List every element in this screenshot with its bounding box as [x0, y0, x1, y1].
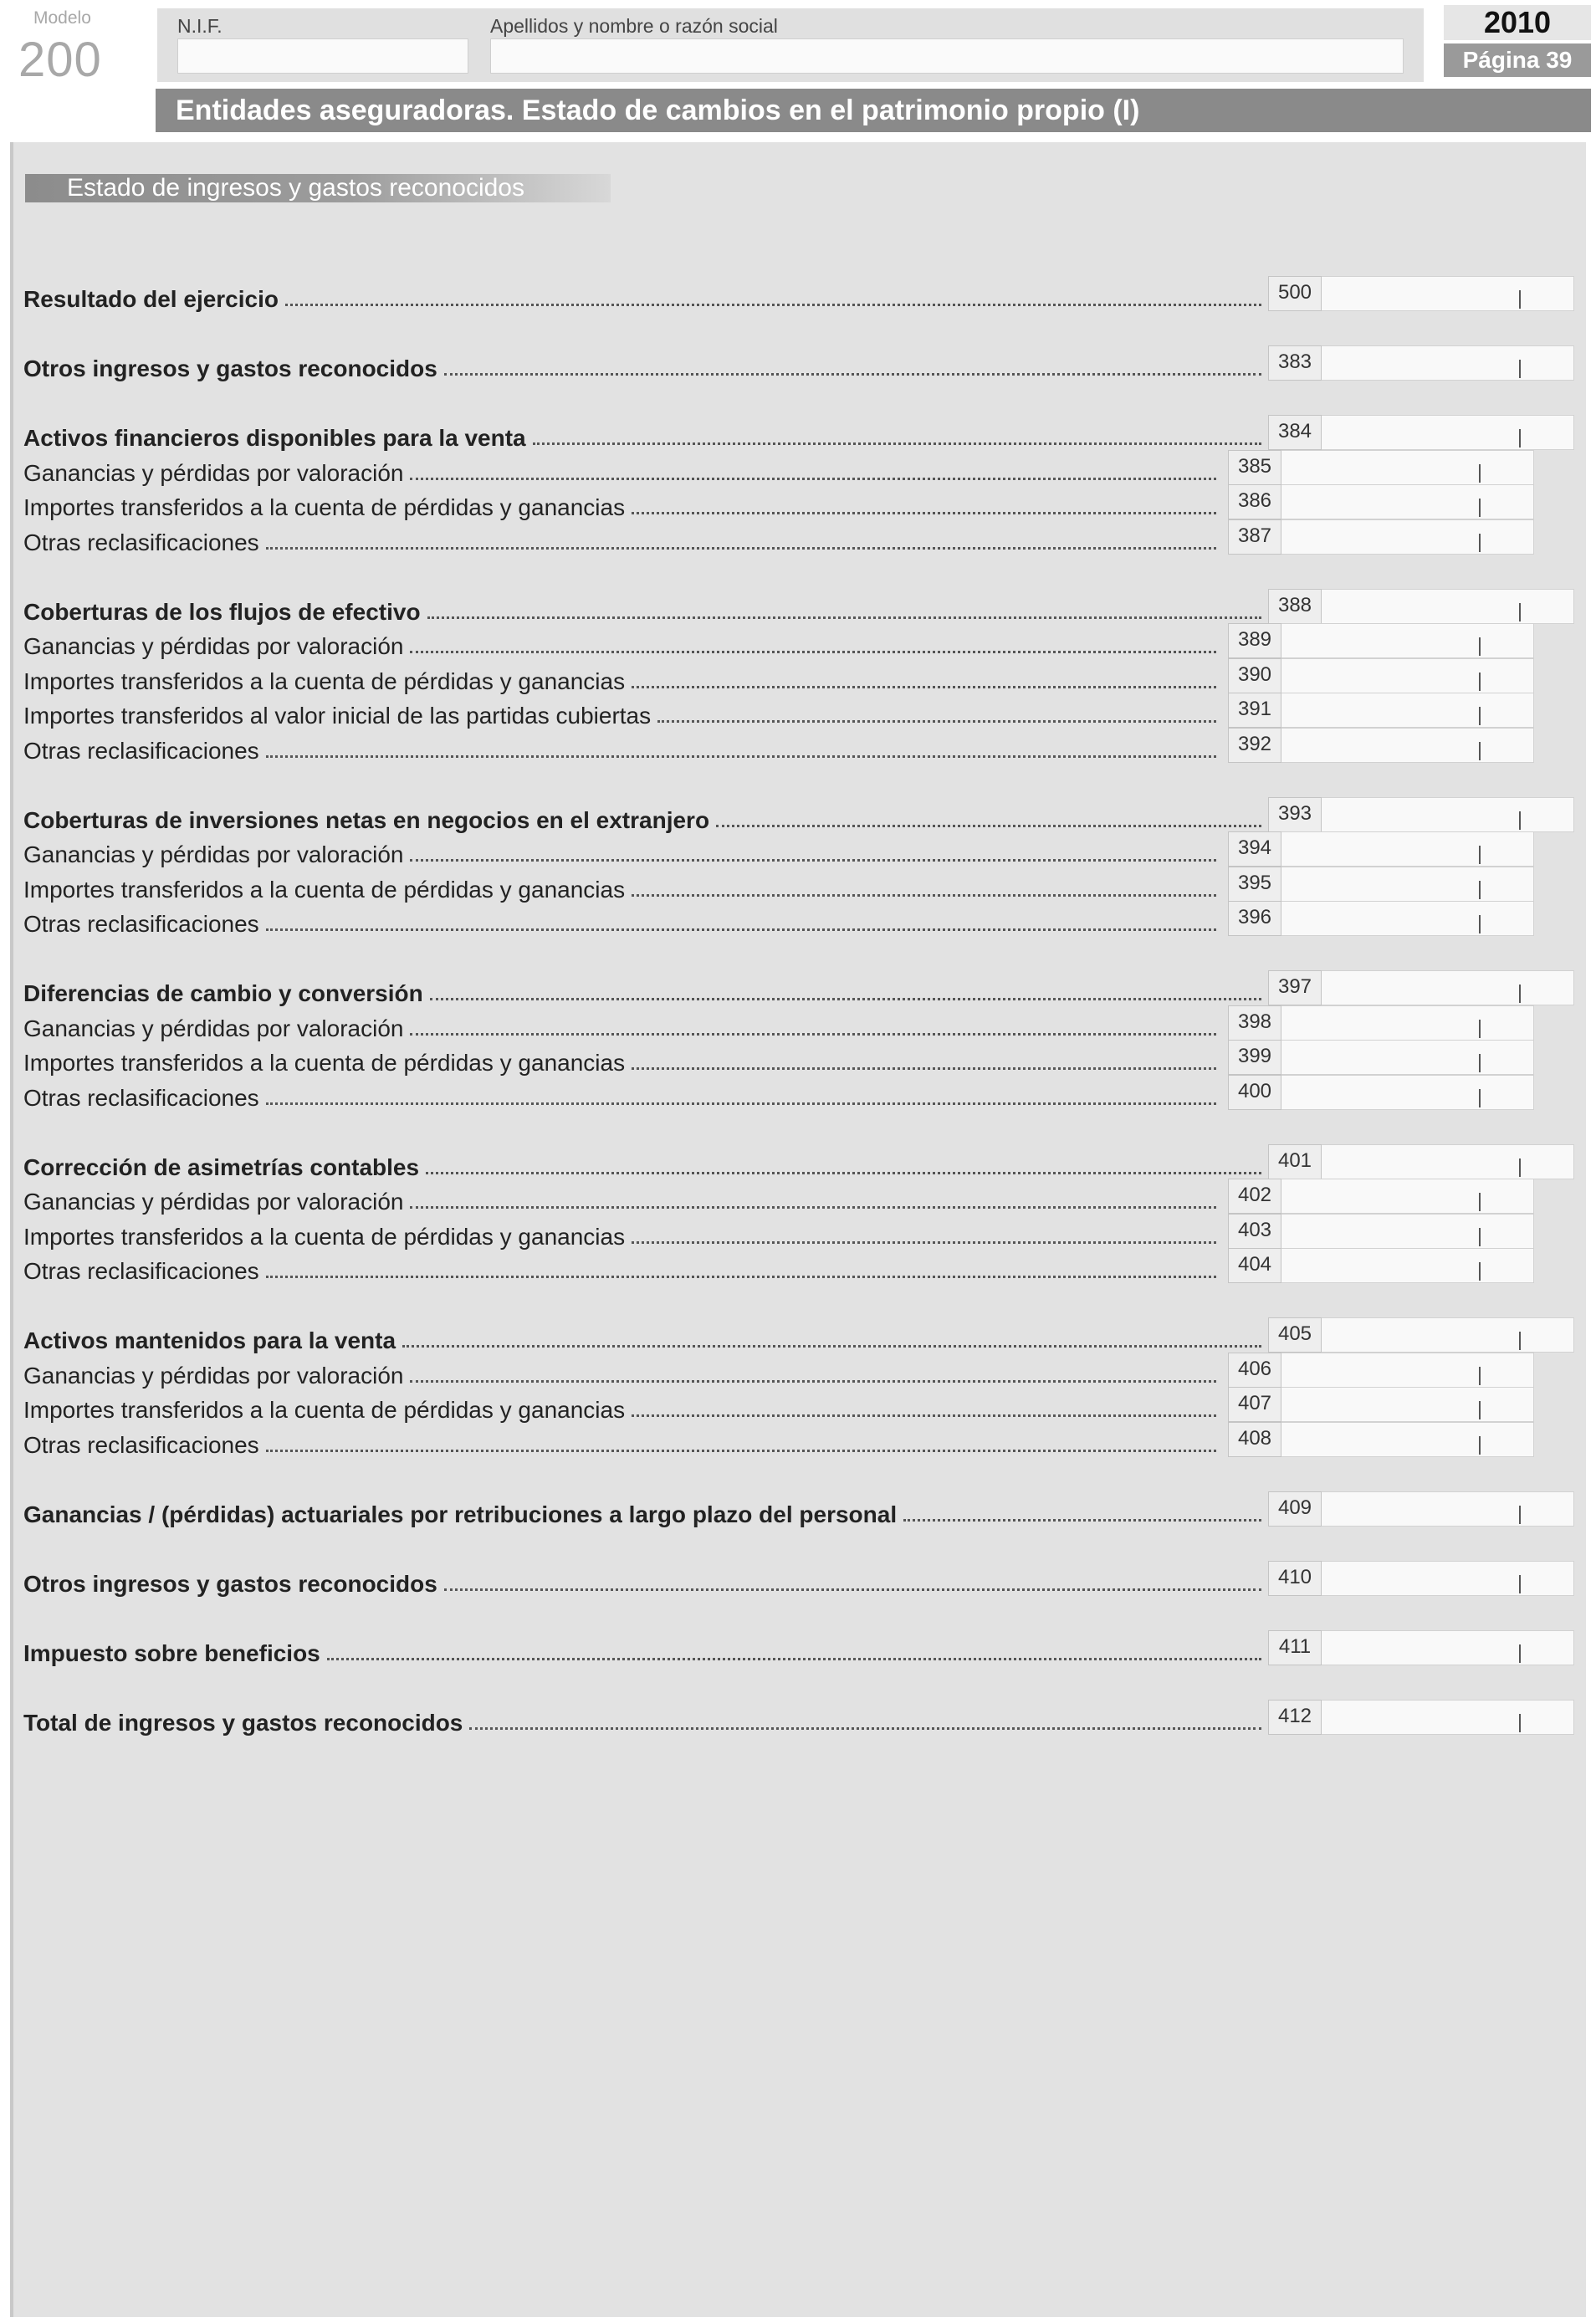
form-row — [23, 1322, 1265, 1358]
amount-input[interactable] — [1281, 867, 1534, 902]
box-code: 398 — [1228, 1005, 1281, 1041]
box-code: 411 — [1268, 1630, 1322, 1665]
dot-leader — [266, 1276, 1216, 1278]
amount-input[interactable] — [1281, 1248, 1534, 1283]
dot-leader — [266, 547, 1216, 550]
decimal-separator-mark — [1519, 429, 1521, 448]
form-row — [23, 350, 1265, 386]
modelo-block — [18, 8, 152, 88]
amount-input[interactable] — [1281, 1387, 1534, 1422]
box-code: 399 — [1228, 1040, 1281, 1075]
amount-input[interactable] — [1281, 1075, 1534, 1110]
amount-field — [1268, 970, 1574, 1005]
amount-field — [1268, 276, 1574, 311]
nif-label: N.I.F. — [177, 15, 223, 37]
amount-input[interactable] — [1281, 831, 1534, 867]
identification-box — [157, 8, 1424, 82]
decimal-separator-mark — [1519, 1575, 1521, 1593]
box-code: 393 — [1268, 797, 1322, 832]
decimal-separator-mark — [1479, 499, 1481, 517]
decimal-separator-mark — [1479, 673, 1481, 691]
amount-field — [1268, 1630, 1574, 1665]
amount-field — [1228, 623, 1534, 658]
amount-input[interactable] — [1322, 797, 1574, 832]
box-code: 409 — [1268, 1491, 1322, 1527]
form-row — [23, 1705, 1265, 1740]
amount-input[interactable] — [1322, 276, 1574, 311]
decimal-separator-mark — [1519, 811, 1521, 830]
dot-leader — [632, 512, 1216, 514]
modelo-label: Modelo — [33, 8, 91, 28]
row-label: Importes transferidos a la cuenta de pérdidas y ganancias — [23, 668, 626, 694]
dot-leader — [410, 859, 1216, 862]
amount-input[interactable] — [1281, 450, 1534, 485]
amount-input[interactable] — [1322, 1144, 1574, 1179]
row-label: Otras reclasificaciones — [23, 529, 259, 555]
amount-input[interactable] — [1281, 728, 1534, 763]
box-code: 394 — [1228, 831, 1281, 867]
amount-input[interactable] — [1281, 484, 1534, 519]
box-code: 412 — [1268, 1700, 1322, 1735]
decimal-separator-mark — [1479, 1193, 1481, 1211]
row-label: Importes transferidos al valor inicial de las partidas cubiertas — [23, 703, 652, 729]
amount-field — [1268, 589, 1574, 624]
dot-leader — [410, 1033, 1216, 1036]
row-label: Coberturas de inversiones netas en negocios en el extranjero — [23, 807, 710, 833]
box-code: 404 — [1228, 1248, 1281, 1283]
decimal-separator-mark — [1519, 1506, 1521, 1524]
decimal-separator-mark — [1519, 290, 1521, 309]
form-row — [23, 1010, 1220, 1046]
decimal-separator-mark — [1479, 637, 1481, 656]
decimal-separator-mark — [1519, 603, 1521, 621]
row-label: Otros ingresos y gastos reconocidos — [23, 1571, 437, 1597]
dot-leader — [632, 686, 1216, 688]
form-row — [23, 1219, 1220, 1254]
row-label: Otras reclasificaciones — [23, 738, 259, 764]
decimal-separator-mark — [1479, 881, 1481, 899]
box-code: 390 — [1228, 658, 1281, 693]
section-title: Estado de ingresos y gastos reconocidos — [25, 174, 611, 202]
decimal-separator-mark — [1519, 1644, 1521, 1663]
box-code: 391 — [1228, 693, 1281, 728]
decimal-separator-mark — [1479, 1228, 1481, 1246]
dot-leader — [402, 1345, 1261, 1348]
box-code: 397 — [1268, 970, 1322, 1005]
decimal-separator-mark — [1479, 742, 1481, 760]
amount-field — [1228, 1353, 1534, 1388]
page-title: Entidades aseguradoras. Estado de cambios en el patrimonio propio (I) — [156, 89, 1591, 132]
decimal-separator-mark — [1479, 915, 1481, 933]
amount-input[interactable] — [1322, 415, 1574, 450]
name-field[interactable] — [490, 38, 1404, 74]
box-code: 387 — [1228, 519, 1281, 555]
row-label: Ganancias y pérdidas por valoración — [23, 1015, 404, 1041]
box-code: 388 — [1268, 589, 1322, 624]
form-row — [23, 663, 1220, 698]
decimal-separator-mark — [1479, 1262, 1481, 1281]
form-row — [23, 1635, 1265, 1670]
row-label: Activos mantenidos para la venta — [23, 1327, 396, 1353]
amount-input[interactable] — [1322, 1700, 1574, 1735]
row-label: Importes transferidos a la cuenta de pérdidas y ganancias — [23, 877, 626, 903]
form-row — [23, 872, 1220, 907]
nif-field[interactable] — [177, 38, 468, 74]
modelo-number: 200 — [18, 33, 102, 87]
row-label: Impuesto sobre beneficios — [23, 1640, 320, 1666]
amount-field — [1268, 1144, 1574, 1179]
amount-input[interactable] — [1322, 1630, 1574, 1665]
decimal-separator-mark — [1479, 1020, 1481, 1038]
form-row — [23, 836, 1220, 872]
decimal-separator-mark — [1479, 707, 1481, 725]
dot-leader — [285, 304, 1261, 306]
page-badge: Página 39 — [1444, 43, 1591, 77]
box-code: 410 — [1268, 1561, 1322, 1596]
amount-input[interactable] — [1281, 1040, 1534, 1075]
form-row — [23, 594, 1265, 629]
amount-field — [1268, 1700, 1574, 1735]
form-row — [23, 1184, 1220, 1219]
row-label: Diferencias de cambio y conversión — [23, 980, 423, 1006]
box-code: 402 — [1228, 1179, 1281, 1214]
form-row — [23, 1566, 1265, 1601]
amount-input[interactable] — [1281, 1353, 1534, 1388]
row-label: Resultado del ejercicio — [23, 286, 279, 312]
decimal-separator-mark — [1519, 1714, 1521, 1732]
dot-leader — [632, 1067, 1216, 1070]
dot-leader — [444, 373, 1261, 376]
decimal-separator-mark — [1479, 534, 1481, 552]
amount-input[interactable] — [1281, 658, 1534, 693]
amount-field — [1228, 1040, 1534, 1075]
form-row — [23, 524, 1220, 560]
form-row — [23, 628, 1220, 663]
amount-field — [1228, 831, 1534, 867]
row-label: Coberturas de los flujos de efectivo — [23, 599, 421, 625]
amount-field — [1228, 658, 1534, 693]
dot-leader — [410, 1206, 1216, 1209]
amount-field — [1268, 797, 1574, 832]
form-row — [23, 455, 1220, 490]
dot-leader — [533, 442, 1261, 445]
amount-field — [1268, 345, 1574, 381]
row-label: Importes transferidos a la cuenta de pérdidas y ganancias — [23, 1397, 626, 1423]
box-code: 500 — [1268, 276, 1322, 311]
amount-field — [1228, 450, 1534, 485]
dot-leader — [657, 720, 1216, 723]
form-row — [23, 906, 1220, 941]
amount-input[interactable] — [1281, 1005, 1534, 1041]
row-label: Ganancias y pérdidas por valoración — [23, 1363, 404, 1389]
row-label: Corrección de asimetrías contables — [23, 1154, 420, 1180]
form-row — [23, 733, 1220, 768]
decimal-separator-mark — [1479, 846, 1481, 864]
amount-input[interactable] — [1322, 1561, 1574, 1596]
form-row — [23, 1496, 1265, 1532]
amount-field — [1228, 1005, 1534, 1041]
box-code: 408 — [1228, 1422, 1281, 1457]
box-code: 389 — [1228, 623, 1281, 658]
amount-field — [1268, 1491, 1574, 1527]
form-row — [23, 975, 1265, 1010]
amount-input[interactable] — [1281, 519, 1534, 555]
amount-field — [1228, 519, 1534, 555]
box-code: 385 — [1228, 450, 1281, 485]
dot-leader — [410, 651, 1216, 653]
form-row — [23, 1080, 1220, 1115]
dot-leader — [410, 1380, 1216, 1383]
name-label: Apellidos y nombre o razón social — [490, 15, 778, 37]
dot-leader — [632, 1241, 1216, 1244]
amount-field — [1228, 1248, 1534, 1283]
decimal-separator-mark — [1479, 1054, 1481, 1072]
box-code: 383 — [1268, 345, 1322, 381]
form-row — [23, 1427, 1220, 1462]
amount-input[interactable] — [1281, 1179, 1534, 1214]
amount-field — [1228, 728, 1534, 763]
form-row — [23, 1253, 1220, 1288]
decimal-separator-mark — [1519, 360, 1521, 378]
form-row — [23, 420, 1265, 455]
row-label: Importes transferidos a la cuenta de pérdidas y ganancias — [23, 1224, 626, 1250]
amount-field — [1228, 1075, 1534, 1110]
row-label: Ganancias y pérdidas por valoración — [23, 841, 404, 867]
decimal-separator-mark — [1479, 464, 1481, 483]
form-row — [23, 1045, 1220, 1080]
box-code: 405 — [1268, 1317, 1322, 1353]
row-label: Otros ingresos y gastos reconocidos — [23, 355, 437, 381]
amount-input[interactable] — [1281, 901, 1534, 936]
amount-input[interactable] — [1322, 589, 1574, 624]
year-badge: 2010 — [1444, 5, 1591, 40]
box-code: 406 — [1228, 1353, 1281, 1388]
form-row — [23, 802, 1265, 837]
box-code: 400 — [1228, 1075, 1281, 1110]
amount-input[interactable] — [1322, 345, 1574, 381]
amount-input[interactable] — [1322, 1491, 1574, 1527]
form-row — [23, 1358, 1220, 1393]
decimal-separator-mark — [1519, 1332, 1521, 1350]
decimal-separator-mark — [1519, 985, 1521, 1003]
amount-input[interactable] — [1322, 970, 1574, 1005]
row-label: Otras reclasificaciones — [23, 1258, 259, 1284]
amount-input[interactable] — [1281, 623, 1534, 658]
dot-leader — [266, 1102, 1216, 1105]
box-code: 401 — [1268, 1144, 1322, 1179]
box-code: 407 — [1228, 1387, 1281, 1422]
amount-input[interactable] — [1281, 1214, 1534, 1249]
box-code: 396 — [1228, 901, 1281, 936]
amount-field — [1228, 1214, 1534, 1249]
row-label: Ganancias y pérdidas por valoración — [23, 633, 404, 659]
dot-leader — [266, 928, 1216, 931]
dot-leader — [410, 478, 1216, 480]
form-row — [23, 489, 1220, 524]
row-label: Total de ingresos y gastos reconocidos — [23, 1710, 463, 1736]
decimal-separator-mark — [1479, 1367, 1481, 1385]
row-label: Otras reclasificaciones — [23, 1085, 259, 1111]
row-label: Activos financieros disponibles para la venta — [23, 425, 526, 451]
box-code: 386 — [1228, 484, 1281, 519]
dot-leader — [266, 1450, 1216, 1452]
dot-leader — [426, 1172, 1261, 1174]
amount-input[interactable] — [1281, 1422, 1534, 1457]
dot-leader — [427, 616, 1261, 619]
amount-field — [1268, 1317, 1574, 1353]
form-row — [23, 698, 1220, 733]
decimal-separator-mark — [1479, 1436, 1481, 1455]
amount-field — [1228, 1387, 1534, 1422]
dot-leader — [632, 894, 1216, 897]
amount-field — [1228, 901, 1534, 936]
dot-leader — [430, 998, 1261, 1000]
amount-field — [1268, 415, 1574, 450]
dot-leader — [327, 1658, 1261, 1660]
decimal-separator-mark — [1479, 1089, 1481, 1107]
form-row — [23, 1392, 1220, 1427]
amount-field — [1228, 1179, 1534, 1214]
dot-leader — [469, 1727, 1261, 1730]
dot-leader — [266, 755, 1216, 758]
amount-field — [1228, 693, 1534, 728]
box-code: 384 — [1268, 415, 1322, 450]
amount-field — [1268, 1561, 1574, 1596]
amount-input[interactable] — [1322, 1317, 1574, 1353]
box-code: 392 — [1228, 728, 1281, 763]
amount-field — [1228, 484, 1534, 519]
row-label: Ganancias y pérdidas por valoración — [23, 460, 404, 486]
dot-leader — [903, 1519, 1261, 1522]
row-label: Ganancias / (pérdidas) actuariales por retribuciones a largo plazo del personal — [23, 1501, 898, 1527]
amount-input[interactable] — [1281, 693, 1534, 728]
form-panel — [10, 142, 1586, 2317]
row-label: Otras reclasificaciones — [23, 1432, 259, 1458]
box-code: 403 — [1228, 1214, 1281, 1249]
amount-field — [1228, 1422, 1534, 1457]
row-label: Importes transferidos a la cuenta de pérdidas y ganancias — [23, 494, 626, 520]
form-row — [23, 1149, 1265, 1184]
decimal-separator-mark — [1479, 1401, 1481, 1419]
form-row — [23, 281, 1265, 316]
amount-field — [1228, 867, 1534, 902]
row-label: Ganancias y pérdidas por valoración — [23, 1189, 404, 1215]
dot-leader — [632, 1414, 1216, 1417]
row-label: Importes transferidos a la cuenta de pérdidas y ganancias — [23, 1050, 626, 1076]
box-code: 395 — [1228, 867, 1281, 902]
dot-leader — [444, 1588, 1261, 1591]
row-label: Otras reclasificaciones — [23, 911, 259, 937]
dot-leader — [716, 825, 1261, 827]
decimal-separator-mark — [1519, 1158, 1521, 1177]
